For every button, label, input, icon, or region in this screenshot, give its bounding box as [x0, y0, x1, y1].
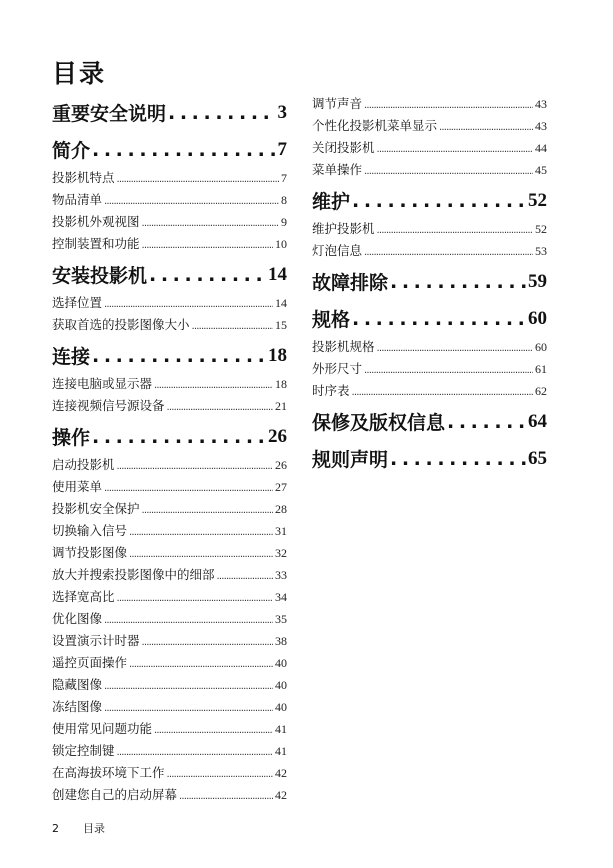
- dot-leader: [352, 190, 526, 212]
- toc-entry-title: 使用菜单: [52, 479, 103, 494]
- toc-entry-page: 7: [281, 171, 287, 185]
- toc-entry-page: 65: [528, 447, 547, 469]
- toc-entry[interactable]: [52, 477, 287, 499]
- toc-entry-page: 21: [275, 399, 287, 413]
- toc-entry[interactable]: [312, 138, 547, 160]
- toc-section-entry[interactable]: [52, 256, 287, 293]
- toc-entry[interactable]: [52, 719, 287, 741]
- dot-leader: [104, 196, 279, 207]
- toc-entry-page: 60: [528, 307, 547, 329]
- toc-entry-page: 27: [275, 480, 287, 494]
- toc-entry[interactable]: [52, 565, 287, 587]
- toc-entry-page: 59: [528, 270, 547, 292]
- toc-entry[interactable]: [52, 374, 287, 396]
- toc-entry-page: 52: [535, 222, 547, 236]
- dot-leader: [117, 461, 273, 472]
- toc-entry[interactable]: [52, 609, 287, 631]
- footer-section: 目录: [83, 822, 105, 835]
- dot-leader: [92, 345, 266, 367]
- dot-leader: [390, 271, 526, 293]
- toc-entry-title: 维护: [312, 191, 351, 213]
- toc-entry-title: 投影机特点: [52, 170, 115, 185]
- toc-entry-title: 设置演示计时器: [52, 633, 140, 648]
- toc-entry-title: 关闭投影机: [312, 140, 375, 155]
- dot-leader: [168, 102, 275, 124]
- toc-entry[interactable]: [312, 359, 547, 381]
- toc-right-column: [312, 94, 547, 477]
- dot-leader: [154, 725, 273, 736]
- toc-entry-page: 31: [275, 524, 287, 538]
- toc-entry-title: 创建您自己的启动屏幕: [52, 787, 178, 802]
- toc-entry-page: 35: [275, 612, 287, 626]
- toc-section-entry[interactable]: [52, 94, 287, 131]
- toc-entry-page: 40: [275, 678, 287, 692]
- toc-entry[interactable]: [52, 587, 287, 609]
- dot-leader: [377, 343, 533, 354]
- toc-entry-title: 投影机外观视图: [52, 214, 140, 229]
- toc-entry[interactable]: [52, 697, 287, 719]
- dot-leader: [377, 144, 533, 155]
- toc-entry-title: 连接视频信号源设备: [52, 398, 165, 413]
- toc-entry-page: 34: [275, 590, 287, 604]
- toc-entry-title: 获取首选的投影图像大小: [52, 317, 190, 332]
- toc-entry[interactable]: [52, 293, 287, 315]
- dot-leader: [192, 321, 273, 332]
- toc-entry-title: 连接电脑或显示器: [52, 376, 153, 391]
- toc-entry[interactable]: [52, 168, 287, 190]
- toc-entry-page: 62: [535, 384, 547, 398]
- dot-leader: [92, 426, 266, 448]
- toc-entry-page: 26: [275, 458, 287, 472]
- toc-entry-page: 14: [275, 296, 287, 310]
- toc-entry-page: 43: [535, 97, 547, 111]
- toc-entry-title: 放大并搜索投影图像中的细部: [52, 567, 215, 582]
- toc-entry-title: 规格: [312, 309, 351, 331]
- dot-leader: [377, 225, 533, 236]
- toc-entry-page: 10: [275, 237, 287, 251]
- toc-entry-title: 维护投影机: [312, 221, 375, 236]
- toc-entry[interactable]: [312, 241, 547, 263]
- dot-leader: [142, 637, 273, 648]
- toc-entry-page: 40: [275, 700, 287, 714]
- toc-entry-page: 38: [275, 634, 287, 648]
- dot-leader: [364, 166, 533, 177]
- dot-leader: [364, 247, 533, 258]
- toc-entry-page: 33: [275, 568, 287, 582]
- toc-entry-title: 在高海拔环境下工作: [52, 765, 165, 780]
- toc-entry-title: 连接: [52, 346, 91, 368]
- dot-leader: [390, 448, 526, 470]
- toc-entry-page: 15: [275, 318, 287, 332]
- toc-entry-title: 启动投影机: [52, 457, 115, 472]
- toc-entry-page: 28: [275, 502, 287, 516]
- toc-entry-page: 45: [535, 163, 547, 177]
- dot-leader: [104, 483, 273, 494]
- toc-entry[interactable]: [52, 741, 287, 763]
- toc-entry-page: 42: [275, 766, 287, 780]
- dot-leader: [217, 571, 273, 582]
- toc-entry-page: 41: [275, 744, 287, 758]
- toc-entry[interactable]: [312, 160, 547, 182]
- dot-leader: [167, 402, 273, 413]
- dot-leader: [104, 615, 273, 626]
- toc-entry[interactable]: [52, 455, 287, 477]
- dot-leader: [447, 411, 526, 433]
- dot-leader: [92, 139, 275, 161]
- dot-leader: [117, 174, 279, 185]
- toc-entry-title: 锁定控制键: [52, 743, 115, 758]
- footer-page-number: 2: [52, 822, 59, 835]
- toc-entry-title: 隐藏图像: [52, 677, 103, 692]
- toc-entry-title: 灯泡信息: [312, 243, 363, 258]
- toc-entry-title: 重要安全说明: [52, 103, 167, 125]
- toc-entry-title: 投影机安全保护: [52, 501, 140, 516]
- dot-leader: [149, 264, 266, 286]
- toc-entry-page: 61: [535, 362, 547, 376]
- toc-entry[interactable]: [52, 543, 287, 565]
- toc-entry-title: 外形尺寸: [312, 361, 363, 376]
- toc-entry[interactable]: [52, 190, 287, 212]
- toc-entry-title: 个性化投影机菜单显示: [312, 118, 438, 133]
- toc-entry-page: 52: [528, 189, 547, 211]
- dot-leader: [129, 659, 273, 670]
- toc-entry-page: 42: [275, 788, 287, 802]
- dot-leader: [142, 218, 279, 229]
- toc-entry-page: 44: [535, 141, 547, 155]
- toc-entry-page: 8: [281, 193, 287, 207]
- toc-entry[interactable]: [52, 675, 287, 697]
- toc-entry-title: 切换输入信号: [52, 523, 128, 538]
- toc-entry[interactable]: [52, 315, 287, 337]
- dot-leader: [352, 387, 533, 398]
- toc-section-entry[interactable]: [52, 337, 287, 374]
- toc-section-entry[interactable]: [52, 131, 287, 168]
- toc-entry-title: 控制装置和功能: [52, 236, 140, 251]
- toc-entry-title: 物品清单: [52, 192, 103, 207]
- dot-leader: [104, 703, 273, 714]
- toc-entry[interactable]: [52, 499, 287, 521]
- toc-entry[interactable]: [52, 653, 287, 675]
- toc-entry-page: 60: [535, 340, 547, 354]
- dot-leader: [104, 299, 273, 310]
- dot-leader: [167, 769, 273, 780]
- toc-entry-title: 优化图像: [52, 611, 103, 626]
- toc-entry-title: 选择位置: [52, 295, 103, 310]
- dot-leader: [117, 747, 273, 758]
- toc-entry-title: 冻结图像: [52, 699, 103, 714]
- toc-entry-page: 40: [275, 656, 287, 670]
- toc-entry[interactable]: [52, 763, 287, 785]
- toc-entry-title: 安装投影机: [52, 265, 148, 287]
- toc-entry-title: 规则声明: [312, 449, 389, 471]
- toc-entry[interactable]: [312, 116, 547, 138]
- dot-leader: [364, 365, 533, 376]
- toc-entry[interactable]: [52, 785, 287, 807]
- toc-entry-title: 保修及版权信息: [312, 412, 446, 434]
- page-footer: [52, 820, 129, 836]
- toc-section-entry[interactable]: [312, 440, 547, 477]
- toc-entry[interactable]: [312, 94, 547, 116]
- dot-leader: [117, 593, 273, 604]
- toc-left-column: [52, 94, 287, 807]
- dot-leader: [179, 791, 273, 802]
- toc-entry-title: 操作: [52, 427, 91, 449]
- dot-leader: [142, 505, 273, 516]
- toc-entry-page: 9: [281, 215, 287, 229]
- toc-entry-page: 26: [268, 425, 287, 447]
- toc-entry[interactable]: [52, 396, 287, 418]
- toc-entry-title: 调节投影图像: [52, 545, 128, 560]
- toc-entry[interactable]: [312, 219, 547, 241]
- toc-entry[interactable]: [52, 234, 287, 256]
- dot-leader: [104, 681, 273, 692]
- dot-leader: [142, 240, 273, 251]
- toc-entry-page: 18: [268, 344, 287, 366]
- toc-entry[interactable]: [52, 521, 287, 543]
- toc-entry-page: 7: [277, 138, 287, 160]
- page-title: 目录: [52, 59, 107, 88]
- toc-section-entry[interactable]: [312, 300, 547, 337]
- toc-entry-page: 14: [268, 263, 287, 285]
- toc-entry-page: 41: [275, 722, 287, 736]
- toc-section-entry[interactable]: [312, 403, 547, 440]
- dot-leader: [154, 380, 273, 391]
- toc-entry-title: 时序表: [312, 383, 350, 398]
- toc-entry-title: 遥控页面操作: [52, 655, 128, 670]
- toc-entry-page: 43: [535, 119, 547, 133]
- toc-entry-page: 53: [535, 244, 547, 258]
- dot-leader: [364, 100, 533, 111]
- toc-entry[interactable]: [52, 212, 287, 234]
- toc-entry-title: 投影机规格: [312, 339, 375, 354]
- toc-entry-title: 故障排除: [312, 272, 389, 294]
- toc-section-entry[interactable]: [52, 418, 287, 455]
- toc-entry-page: 3: [277, 101, 287, 123]
- toc-section-entry[interactable]: [312, 182, 547, 219]
- toc-entry-page: 64: [528, 410, 547, 432]
- toc-entry-page: 32: [275, 546, 287, 560]
- toc-entry-title: 使用常见问题功能: [52, 721, 153, 736]
- dot-leader: [129, 527, 273, 538]
- toc-entry[interactable]: [52, 631, 287, 653]
- toc-entry-title: 简介: [52, 140, 91, 162]
- toc-entry[interactable]: [312, 381, 547, 403]
- toc-entry-title: 选择宽高比: [52, 589, 115, 604]
- toc-entry-title: 调节声音: [312, 96, 363, 111]
- toc-entry-page: 18: [275, 377, 287, 391]
- dot-leader: [352, 308, 526, 330]
- toc-entry[interactable]: [312, 337, 547, 359]
- toc-section-entry[interactable]: [312, 263, 547, 300]
- toc-entry-title: 菜单操作: [312, 162, 363, 177]
- dot-leader: [439, 122, 533, 133]
- dot-leader: [129, 549, 273, 560]
